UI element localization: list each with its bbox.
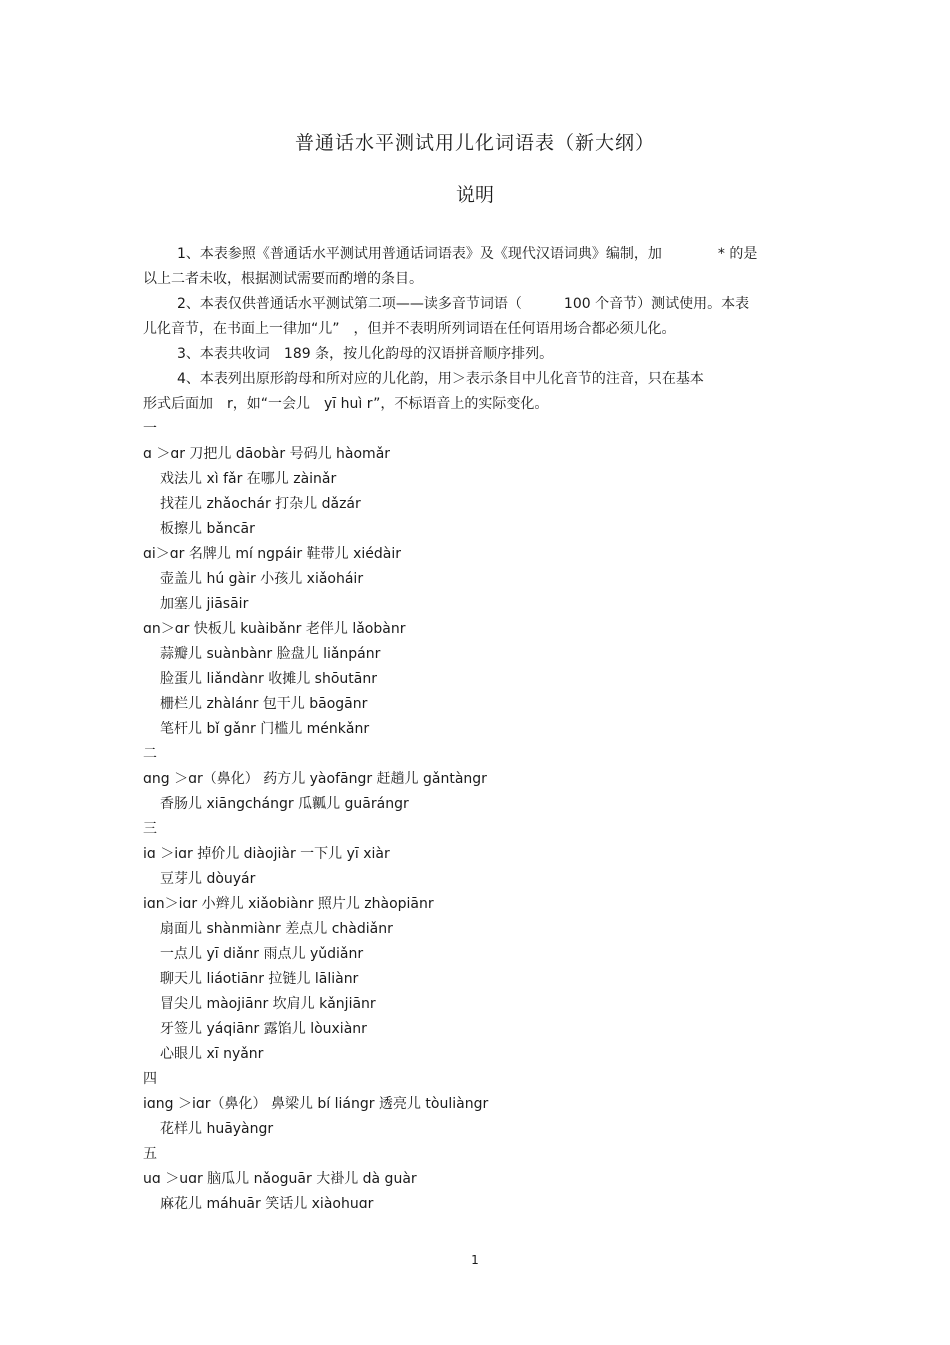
word-line: 栅栏儿 zhàlánr 包干儿 bāogānr [160, 696, 368, 712]
section-number: 二 [143, 746, 157, 762]
note-2-line-2: 儿化音节，在书面上一律加“儿” ，但并不表明所列词语在任何语用场合都必须儿化。 [143, 321, 676, 337]
word-line: 脸蛋儿 liǎndànr 收摊儿 shōutānr [160, 671, 377, 687]
rhyme-line: ɑ ＞ɑr 刀把儿 dāobàr 号码儿 hàomǎr [143, 446, 391, 462]
note-1-line-1: 1、本表参照《普通话水平测试用普通话词语表》及《现代汉语词典》编制，加 * 的是 [177, 246, 758, 262]
section-number: 五 [143, 1146, 157, 1162]
word-line: 找茬儿 zhǎochár 打杂儿 dǎzár [160, 496, 361, 512]
rhyme-line: iɑ ＞iɑr 掉价儿 diàojiàr 一下儿 yī xiàr [143, 846, 390, 862]
intro-notes [143, 242, 808, 417]
word-line: 戏法儿 xì fǎr 在哪儿 zàinǎr [160, 471, 337, 487]
word-line: 花样儿 huāyàngr [160, 1121, 274, 1137]
word-line: 冒尖儿 màojiānr 坎肩儿 kǎnjiānr [160, 996, 376, 1012]
word-line: 豆芽儿 dòuyár [160, 871, 256, 887]
rhyme-line: iɑn＞iɑr 小辫儿 xiǎobiànr 照片儿 zhàopiānr [143, 896, 434, 912]
rhyme-line: ɑn＞ɑr 快板儿 kuàibǎnr 老伴儿 lǎobànr [143, 621, 406, 637]
word-line: 心眼儿 xī nyǎnr [160, 1046, 264, 1062]
section-number: 一 [143, 421, 157, 437]
word-line: 牙签儿 yáqiānr 露馅儿 lòuxiànr [160, 1021, 367, 1037]
word-line: 香肠儿 xiāngchángr 瓜瓤儿 guārángr [160, 796, 409, 812]
word-line: 笔杆儿 bǐ gǎnr 门槛儿 ménkǎnr [160, 721, 370, 737]
note-4-line-1: 4、本表列出原形韵母和所对应的儿化韵，用＞表示条目中儿化音节的注音，只在基本 [177, 371, 704, 387]
section-number: 三 [143, 821, 157, 837]
word-line: 加塞儿 jiāsāir [160, 596, 249, 612]
page-title: 普通话水平测试用儿化词语表（新大纲） [294, 132, 655, 154]
word-list [143, 417, 808, 1217]
rhyme-line: iɑng ＞iɑr（鼻化） 鼻梁儿 bí liángr 透亮儿 tòuliàngr [143, 1096, 489, 1112]
note-1-line-2: 以上二者未收，根据测试需要而酌增的条目。 [143, 271, 423, 287]
word-line: 扇面儿 shànmiànr 差点儿 chàdiǎnr [160, 921, 393, 937]
note-2-line-1: 2、本表仅供普通话水平测试第二项——读多音节词语（ 100 个音节）测试使用。本表 [177, 296, 750, 312]
note-3: 3、本表共收词 189 条，按儿化韵母的汉语拼音顺序排列。 [177, 346, 554, 362]
word-line: 聊天儿 liáotiānr 拉链儿 lāliànr [160, 971, 359, 987]
word-line: 板擦儿 bǎncār [160, 521, 255, 537]
rhyme-line: ɑng ＞ɑr（鼻化） 药方儿 yàofāngr 赶趟儿 gǎntàngr [143, 771, 487, 787]
rhyme-line: uɑ ＞uɑr 脑瓜儿 nǎoguār 大褂儿 dà guàr [143, 1171, 417, 1187]
rhyme-line: ɑi＞ɑr 名牌儿 mí ngpáir 鞋带儿 xiédàir [143, 546, 401, 562]
note-4-line-2: 形式后面加 r，如“一会儿 yī huì r”，不标语音上的实际变化。 [143, 396, 549, 412]
word-line: 麻花儿 máhuār 笑话儿 xiàohuɑr [160, 1196, 374, 1212]
word-line: 蒜瓣儿 suànbànr 脸盘儿 liǎnpánr [160, 646, 381, 662]
section-heading: 说明 [455, 184, 494, 206]
section-number: 四 [143, 1071, 157, 1087]
word-line: 一点儿 yī diǎnr 雨点儿 yǔdiǎnr [160, 946, 364, 962]
word-line: 壶盖儿 hú gàir 小孩儿 xiǎoháir [160, 571, 364, 587]
page-number: 1 [471, 1253, 479, 1267]
